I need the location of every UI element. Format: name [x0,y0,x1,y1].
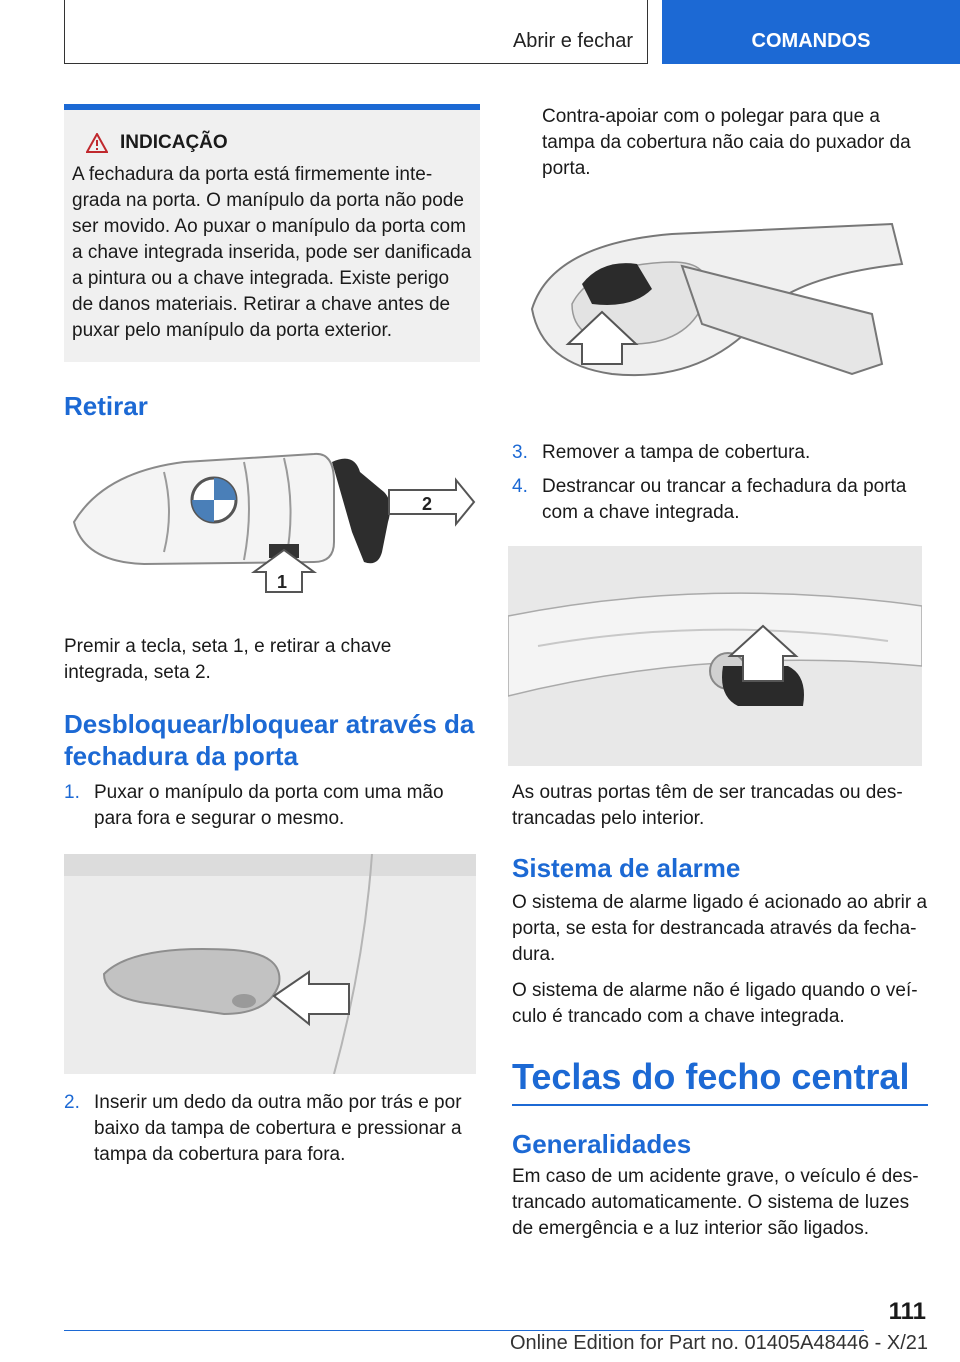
warning-text: A fechadura da porta está firmemente inte-grada na porta. O manípulo da porta não pode ser movido. Ao puxar o manípulo da porta com a chave integrada inserida, pode ser danificada a pintura ou a chave integrada. Existe perigo de danos materiais. Retirar a chave antes de puxar pelo manípulo da porta exterior. [72,164,472,341]
key-removal-figure [64,432,480,612]
step-3: 3. Remover a tampa de cobertura. [512,442,811,463]
alarme-p1: O sistema de alarme ligado é acionado ao abrir a porta, se esta for destrancada através da fecha-dura. [512,892,928,965]
alarme-p2: O sistema de alarme não é ligado quando o veí-culo é trancado com a chave integrada. [512,980,918,1027]
heading-teclas: Teclas do fecho central [512,1056,928,1106]
retirar-text: Premir a tecla, seta 1, e retirar a chave integrada, seta 2. [64,636,392,683]
step-1: 1. Puxar o manípulo da porta com uma mão para fora e segurar o mesmo. [64,782,444,829]
chapter-tab[interactable]: COMANDOS [662,0,960,64]
warning-box [64,104,480,362]
footer-rule [64,1330,864,1331]
other-doors-text: As outras portas têm de ser trancadas ou des-trancadas pelo interior. [512,782,903,829]
section-title: Abrir e fechar [512,30,633,52]
door-handle-figure [64,854,476,1074]
heading-generalidades: Generalidades [512,1129,692,1159]
figure-label-1: 1 [277,572,288,592]
footer-edition: Online Edition for Part no. 01405A48446 - X/21 [509,1332,928,1354]
continuation-text: Contra-apoiar com o polegar para que a tampa da cobertura não caia do puxador da porta. [542,106,911,179]
left-column [64,104,480,1168]
warning-triangle-icon [86,133,108,153]
generalidades-text: Em caso de um acidente grave, o veículo é des-trancado automaticamente. O sistema de luzes de emergência e a luz interior são ligados. [512,1166,919,1239]
heading-desbloquear: Desbloquear/bloquear através da fechadura da porta [64,709,475,771]
cover-cap-figure [512,214,928,404]
figure-label-2: 2 [422,494,433,514]
header-section-box [64,0,648,64]
heading-retirar: Retirar [64,391,148,421]
key-in-lock-figure [508,546,922,766]
step-2: 2. Inserir um dedo da outra mão por trás e por baixo da tampa de cobertura e pressionar a tampa da cobertura para fora. [64,1092,462,1165]
page-number: 111 [888,1298,926,1325]
right-column [512,104,928,1242]
step-4: 4. Destrancar ou trancar a fechadura da porta com a chave integrada. [512,476,907,523]
heading-alarme: Sistema de alarme [512,853,741,883]
warning-title: INDICAÇÃO [120,132,228,153]
